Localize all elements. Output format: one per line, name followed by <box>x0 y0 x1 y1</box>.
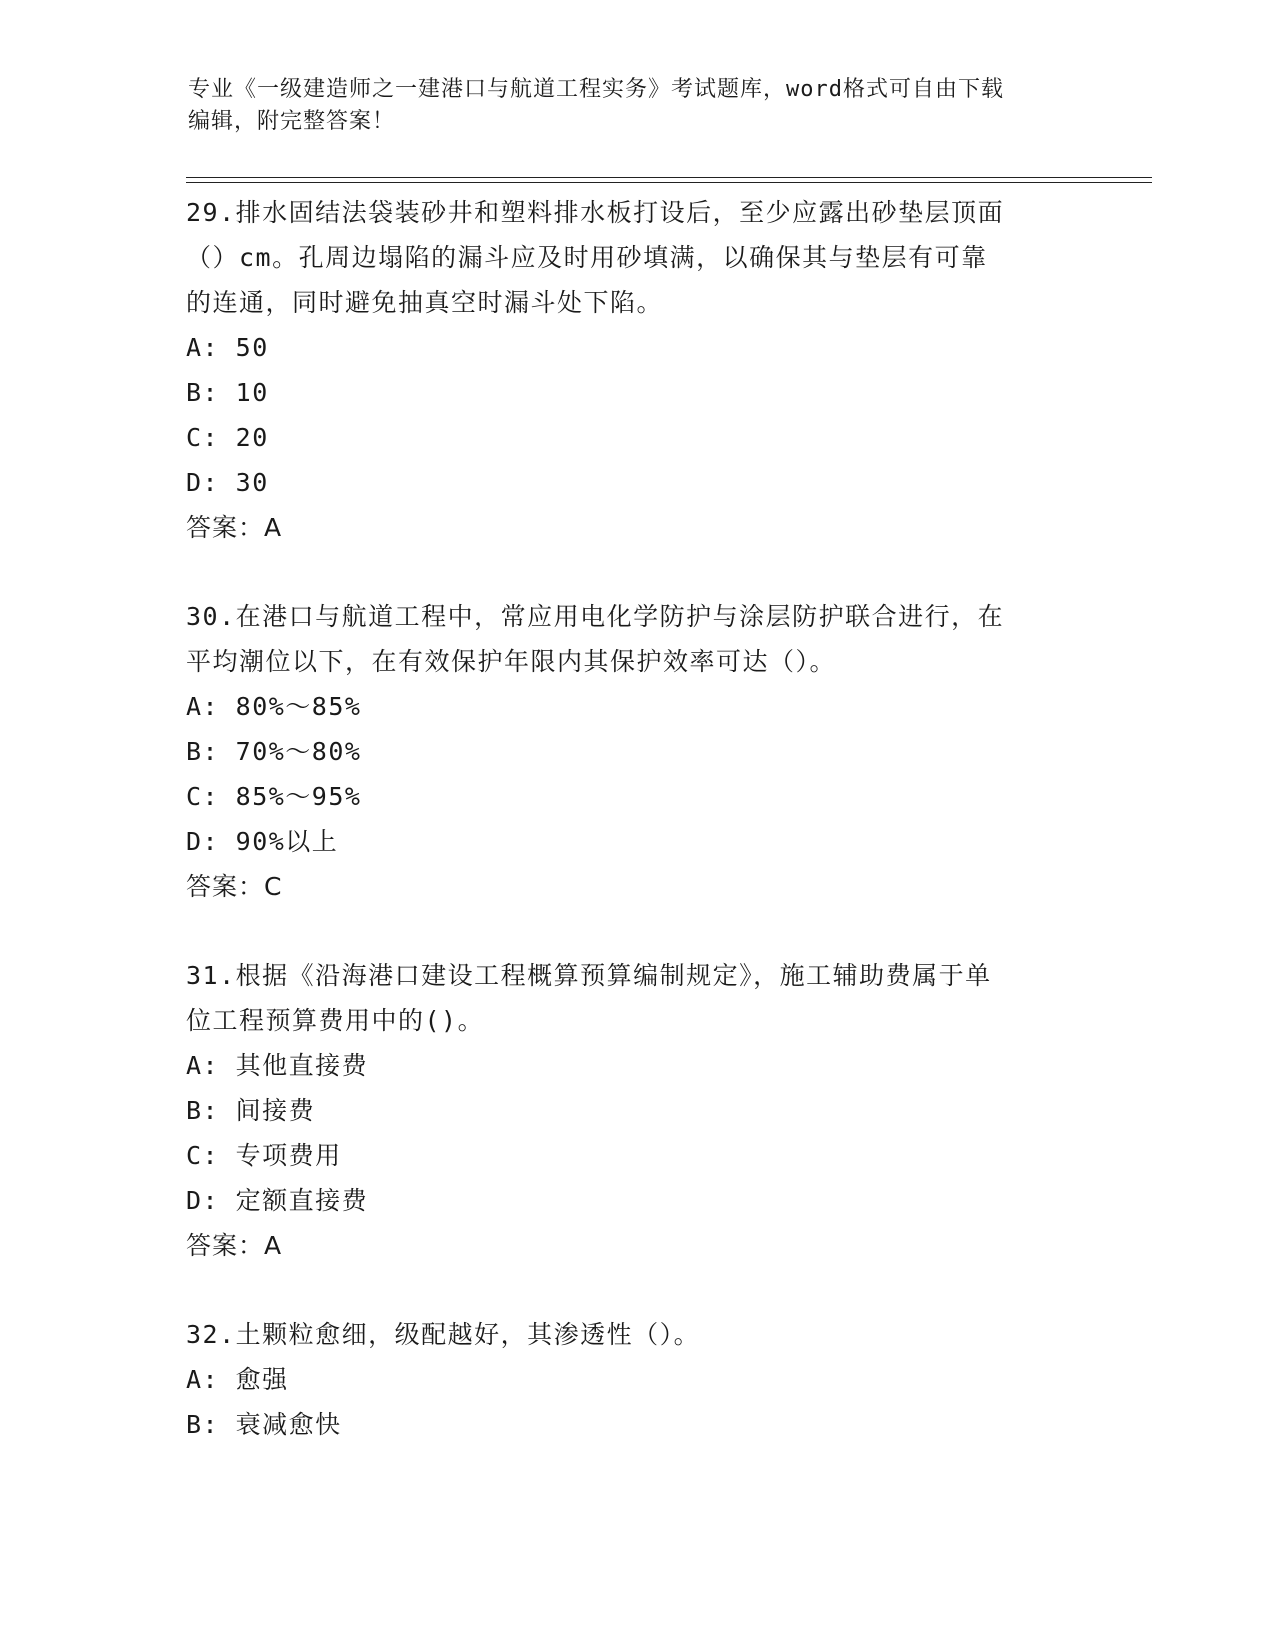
option-c: C: 85%～95% <box>186 782 362 811</box>
question-29 <box>186 190 1086 550</box>
option-b: B: 间接费 <box>186 1096 316 1125</box>
question-stem-line: 30.在港口与航道工程中，常应用电化学防护与涂层防护联合进行，在 <box>186 602 1005 631</box>
document-header <box>188 74 1088 138</box>
option-a: A: 愈强 <box>186 1365 289 1394</box>
answer-line: 答案：A <box>186 1231 283 1260</box>
question-32 <box>186 1312 1086 1447</box>
question-stem-line: 平均潮位以下，在有效保护年限内其保护效率可达（）。 <box>186 647 837 676</box>
option-d: D: 定额直接费 <box>186 1186 369 1215</box>
option-b: B: 衰减愈快 <box>186 1410 342 1439</box>
option-b: B: 70%～80% <box>186 737 362 766</box>
option-a: A: 80%～85% <box>186 692 362 721</box>
question-list <box>186 190 1086 1491</box>
question-stem-line: （）cm。孔周边塌陷的漏斗应及时用砂填满，以确保其与垫层有可靠 <box>186 243 988 272</box>
question-30 <box>186 594 1086 909</box>
option-a: A: 其他直接费 <box>186 1051 369 1080</box>
option-d: D: 90%以上 <box>186 827 339 856</box>
option-c: C: 20 <box>186 423 269 452</box>
option-d: D: 30 <box>186 468 269 497</box>
option-a: A: 50 <box>186 333 269 362</box>
header-line-2: 编辑，附完整答案！ <box>188 109 396 134</box>
header-divider-bottom <box>186 182 1152 183</box>
header-divider-top <box>186 177 1152 178</box>
question-stem-line: 29.排水固结法袋装砂井和塑料排水板打设后，至少应露出砂垫层顶面 <box>186 198 1005 227</box>
option-b: B: 10 <box>186 378 269 407</box>
question-stem-line: 32.土颗粒愈细，级配越好，其渗透性（）。 <box>186 1320 701 1349</box>
question-stem-line: 位工程预算费用中的()。 <box>186 1006 485 1035</box>
header-line-1: 专业《一级建造师之一建港口与航道工程实务》考试题库，word格式可自由下载 <box>188 77 1004 102</box>
question-stem-line: 31.根据《沿海港口建设工程概算预算编制规定》，施工辅助费属于单 <box>186 961 992 990</box>
option-c: C: 专项费用 <box>186 1141 342 1170</box>
answer-line: 答案：C <box>186 872 283 901</box>
question-stem-line: 的连通，同时避免抽真空时漏斗处下陷。 <box>186 288 664 317</box>
answer-line: 答案：A <box>186 513 283 542</box>
question-31 <box>186 953 1086 1268</box>
